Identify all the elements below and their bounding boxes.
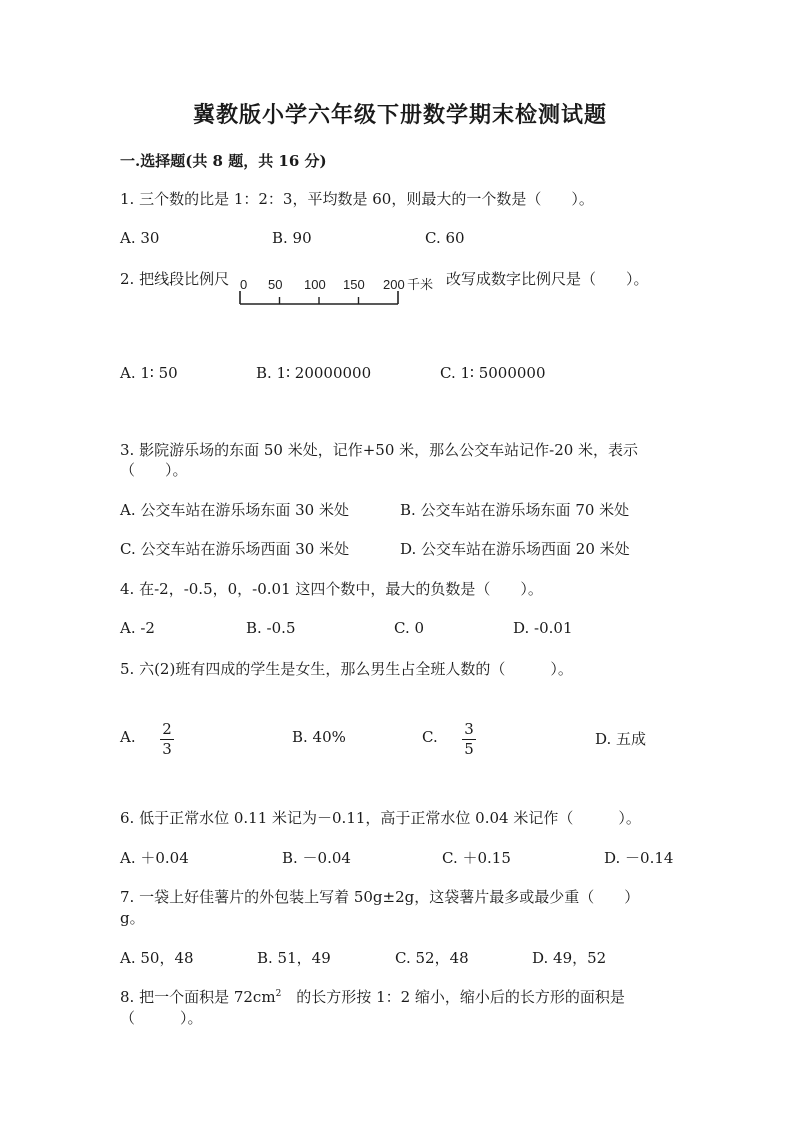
- question-5: 5. 六(2)班有四成的学生是女生，那么男生占全班人数的（ ）。: [120, 660, 573, 678]
- q6-option-c: C. ＋0.15: [442, 849, 511, 867]
- scale-tick-label: 0: [240, 277, 248, 292]
- fraction-numerator: 3: [462, 722, 476, 740]
- page-title: 冀教版小学六年级下册数学期末检测试题: [192, 102, 607, 128]
- question-2-prefix: 2. 把线段比例尺: [120, 270, 230, 288]
- q1-option-a: A. 30: [120, 229, 160, 247]
- q3-option-d: D. 公交车站在游乐场西面 20 米处: [400, 540, 630, 558]
- fraction-denominator: 5: [464, 740, 474, 758]
- question-3: 3. 影院游乐场的东面 50 米处，记作+50 米，那么公交车站记作-20 米，表示: [120, 441, 639, 459]
- question-2-suffix: 改写成数字比例尺是（ ）。: [446, 270, 649, 288]
- scale-tick-label: 100: [304, 277, 326, 292]
- question-8-suffix: 的长方形按 1：2 缩小，缩小后的长方形的面积是: [281, 988, 625, 1006]
- question-4: 4. 在-2，-0.5，0，-0.01 这四个数中，最大的负数是（ ）。: [120, 580, 543, 598]
- q7-option-a: A. 50，48: [120, 949, 194, 967]
- q2-option-a: A. 1∶ 50: [120, 364, 178, 382]
- question-8-cont: （ ）。: [120, 1009, 203, 1027]
- q1-option-c: C. 60: [425, 229, 465, 247]
- q5-option-a: A.: [120, 728, 136, 746]
- question-3-cont: （ ）。: [120, 461, 188, 479]
- q2-option-b: B. 1∶ 20000000: [256, 364, 372, 382]
- q2-option-c: C. 1∶ 5000000: [440, 364, 546, 382]
- question-8: [120, 986, 625, 1007]
- q4-option-a: A. -2: [120, 619, 155, 637]
- section-heading: 一.选择题(共 8 题，共 16 分): [120, 152, 327, 170]
- question-6: 6. 低于正常水位 0.11 米记为－0.11，高于正常水位 0.04 米记作（ ）。: [120, 809, 641, 827]
- question-8-prefix: 8. 把一个面积是 72cm: [120, 988, 276, 1006]
- fraction-numerator: 2: [160, 722, 174, 740]
- q3-option-b: B. 公交车站在游乐场东面 70 米处: [400, 501, 630, 519]
- q3-option-c: C. 公交车站在游乐场西面 30 米处: [120, 540, 350, 558]
- superscript-2: 2: [275, 989, 282, 999]
- q7-option-c: C. 52，48: [395, 949, 469, 967]
- q4-option-d: D. -0.01: [513, 619, 573, 637]
- scale-tick-label: 50: [268, 277, 283, 292]
- scale-tick-label: 150: [343, 277, 365, 292]
- q5-option-c-fraction: [462, 722, 476, 757]
- q3-option-a: A. 公交车站在游乐场东面 30 米处: [120, 501, 349, 519]
- scale-tick-label: 200: [383, 277, 405, 292]
- scale-bar-figure: [238, 276, 448, 310]
- q4-option-b: B. -0.5: [246, 619, 296, 637]
- q7-option-b: B. 51，49: [257, 949, 331, 967]
- scale-unit-label: 千米: [407, 277, 434, 292]
- scale-bar-graphic: [238, 276, 448, 310]
- q5-option-b: B. 40%: [292, 728, 346, 746]
- q5-option-c: C.: [422, 728, 438, 746]
- q5-option-a-fraction: [160, 722, 174, 757]
- question-7-cont: g。: [120, 909, 145, 927]
- q4-option-c: C. 0: [394, 619, 425, 637]
- q5-option-d: D. 五成: [595, 730, 647, 748]
- q6-option-b: B. －0.04: [282, 849, 351, 867]
- q7-option-d: D. 49，52: [532, 949, 607, 967]
- question-7: 7. 一袋上好佳薯片的外包装上写着 50g±2g，这袋薯片最多或最少重（ ）: [120, 888, 640, 906]
- q1-option-b: B. 90: [272, 229, 312, 247]
- question-1: 1. 三个数的比是 1：2：3，平均数是 60，则最大的一个数是（ ）。: [120, 190, 594, 208]
- q6-option-d: D. －0.14: [604, 849, 674, 867]
- q6-option-a: A. ＋0.04: [120, 849, 189, 867]
- fraction-denominator: 3: [162, 740, 172, 758]
